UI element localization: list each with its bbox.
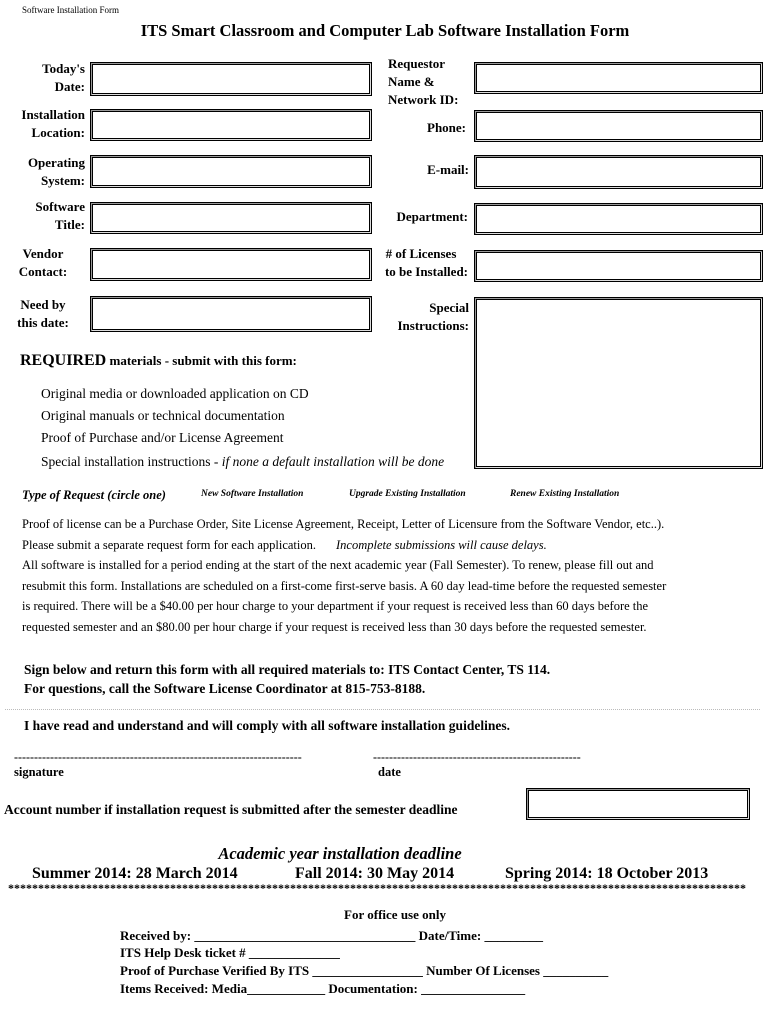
questions-text: For questions, call the Software License Coordinator at 815-753-8188.	[24, 681, 426, 696]
option-new-install[interactable]: New Software Installation	[201, 489, 304, 499]
label-installation-location: Installation Location:	[21, 107, 85, 140]
installation-location-field[interactable]	[90, 109, 372, 141]
office-ticket: ITS Help Desk ticket # ______________	[120, 945, 340, 960]
label-operating-system: Operating System:	[27, 155, 85, 188]
email-field[interactable]	[474, 155, 763, 189]
page-title: ITS Smart Classroom and Computer Lab Software Installation Form	[140, 21, 630, 40]
label-todays-date: Today's Date:	[42, 61, 85, 94]
required-heading: REQUIRED materials - submit with this form:	[20, 352, 297, 369]
account-label: Account number if installation request is submitted after the semester deadline	[4, 802, 458, 817]
label-vendor-contact: Vendor Contact:	[18, 246, 68, 279]
todays-date-field[interactable]	[90, 62, 372, 96]
label-licenses: # of Licenses to be Installed:	[384, 246, 468, 279]
office-received-by: Received by: __________________________________ Date/Time: _________	[120, 928, 543, 943]
separator-stars: ***************************************************************************************************************************	[8, 881, 746, 895]
department-field[interactable]	[474, 203, 763, 235]
office-proof: Proof of Purchase Verified By ITS _________________ Number Of Licenses __________	[120, 963, 609, 978]
label-special-instructions: Special Instructions:	[397, 300, 469, 333]
option-renew-install[interactable]: Renew Existing Installation	[510, 489, 620, 499]
special-instructions-field[interactable]	[474, 297, 763, 469]
label-phone: Phone:	[427, 120, 466, 135]
operating-system-field[interactable]	[90, 155, 372, 188]
label-need-by-date: Need by this date:	[17, 297, 69, 330]
required-item: Original manuals or technical documentation	[41, 408, 285, 423]
phone-field[interactable]	[474, 110, 763, 142]
divider	[5, 709, 760, 710]
office-title: For office use only	[344, 907, 446, 922]
label-requestor: Requestor Name & Network ID:	[388, 56, 459, 107]
signature-label: signature	[14, 765, 64, 779]
required-item: Original media or downloaded application on CD	[41, 386, 309, 401]
office-items: Items Received: Media____________ Documentation: ________________	[120, 981, 526, 996]
label-email: E-mail:	[427, 162, 469, 177]
account-number-field[interactable]	[526, 788, 750, 820]
date-label: date	[378, 765, 401, 779]
header-small: Software Installation Form	[22, 5, 119, 15]
option-upgrade-install[interactable]: Upgrade Existing Installation	[349, 489, 466, 499]
deadline-spring: Spring 2014: 18 October 2013	[505, 865, 709, 882]
signature-line[interactable]: ------------------------------------------------------------------------	[14, 750, 302, 764]
label-software-title: Software Title:	[35, 199, 85, 232]
date-line[interactable]: ----------------------------------------------------	[373, 750, 581, 764]
software-title-field[interactable]	[90, 202, 372, 234]
request-type-label: Type of Request (circle one)	[22, 488, 166, 502]
need-by-date-field[interactable]	[90, 296, 372, 332]
required-item: Special installation instructions - if none a default installation will be done	[41, 454, 445, 469]
vendor-contact-field[interactable]	[90, 248, 372, 281]
sign-below-text: Sign below and return this form with all required materials to: ITS Contact Center, TS 114.	[24, 662, 551, 677]
label-department: Department:	[396, 209, 468, 224]
deadline-title: Academic year installation deadline	[218, 844, 462, 863]
deadline-summer: Summer 2014: 28 March 2014	[32, 865, 238, 882]
policy-paragraph: Proof of license can be a Purchase Order, Site License Agreement, Receipt, Letter of Licensure from the Software Vendor, etc..). Please submit a separate request form for each application. Incomplete submissions will cause delays. All software is installed for a period ending at the start of the next academic year (Fall Semester). To renew, please fill out and resubmit this form. Installations are scheduled on a first-come first-serve basis. A 60 day lead-time before the requested semester is required. There will be a $40.00 per hour charge to your department if your request is received less than 60 days before the requested semester and an $80.00 per hour charge if your request is received less than 30 days before the requested semester.	[22, 517, 667, 634]
licenses-field[interactable]	[474, 250, 763, 282]
deadline-fall: Fall 2014: 30 May 2014	[295, 865, 455, 882]
requestor-field[interactable]	[474, 62, 763, 94]
required-item: Proof of Purchase and/or License Agreement	[41, 430, 284, 445]
agreement-text: I have read and understand and will comply with all software installation guidelines.	[24, 718, 510, 733]
